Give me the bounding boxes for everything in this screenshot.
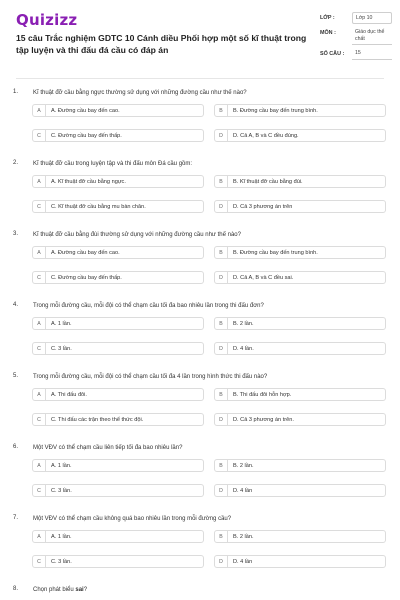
option-letter: B [215,317,228,330]
option-d[interactable] [214,484,386,497]
question-number: 1. [13,89,19,95]
question-6 [0,444,400,515]
meta-count [320,48,392,59]
option-letter: A [33,246,46,259]
option-text: A. Đường cầu bay đến cao. [51,107,120,114]
option-letter: A [33,175,46,188]
option-text: C. Đường cầu bay đến thấp. [51,274,122,281]
option-letter: C [33,200,46,213]
question-text-prefix: Chọn phát biểu [33,587,76,593]
option-letter: A [33,459,46,472]
question-text: Kĩ thuật đỡ cầu bằng đùi thường sử dụng với những đường cầu như thế nào? [33,232,241,238]
question-text: Kĩ thuật đỡ cầu bằng ngực thường sử dụng với những đường cầu như thế nào? [33,90,247,96]
option-text: C. 3 lần. [51,345,72,352]
question-3 [0,231,400,302]
option-letter: A [33,104,46,117]
option-d[interactable] [214,271,386,284]
option-text: D. Cả A, B và C đều đúng. [233,132,299,139]
option-letter: D [215,200,228,213]
option-letter: B [215,246,228,259]
meta-subject-value: Giáo dục thể chất [352,27,392,45]
option-text: A. Đường cầu bay đến cao. [51,249,120,256]
option-a[interactable] [32,104,204,117]
option-letter: D [215,555,228,568]
question-4 [0,302,400,373]
option-b[interactable] [214,530,386,543]
question-text: Trong mỗi đường cầu, mỗi đội có thể chạm cầu tối đa bao nhiêu lần trong thi đấu đơn? [33,303,264,309]
option-text: C. 3 lần. [51,558,72,565]
question-2 [0,160,400,231]
option-letter: B [215,459,228,472]
option-letter: C [33,271,46,284]
option-letter: C [33,342,46,355]
option-text: B. 2 lần. [233,533,254,540]
option-d[interactable] [214,129,386,142]
option-d[interactable] [214,413,386,426]
option-text: D. 4 lần. [233,345,254,352]
option-letter: A [33,317,46,330]
option-text: D. Cả 3 phương án trên. [233,416,294,423]
meta-class [320,12,392,24]
question-text: Một VĐV có thể chạm cầu liên tiếp tối đa bao nhiêu lần? [33,445,183,451]
question-list [0,89,400,600]
meta-subject-label: MÔN : [320,30,336,37]
option-letter: C [33,555,46,568]
option-b[interactable] [214,459,386,472]
option-text: A. Thi đấu đôi. [51,391,87,398]
option-letter: D [215,484,228,497]
option-text: B. Đường cầu bay đến trung bình. [233,107,318,114]
meta-count-value: 15 [352,48,392,59]
option-b[interactable] [214,175,386,188]
option-c[interactable] [32,129,204,142]
option-c[interactable] [32,413,204,426]
option-c[interactable] [32,271,204,284]
document-header [0,0,400,78]
option-letter: A [33,388,46,401]
question-number: 6. [13,444,19,450]
option-text: B. Đường cầu bay đến trung bình. [233,249,318,256]
option-text: D. Cả A, B và C đều sai. [233,274,294,281]
question-1 [0,89,400,160]
option-text: B. Kĩ thuật đỡ cầu bằng đùi. [233,178,303,185]
option-letter: C [33,129,46,142]
option-text: A. 1 lần. [51,533,72,540]
option-letter: B [215,530,228,543]
option-letter: C [33,484,46,497]
option-c[interactable] [32,342,204,355]
option-a[interactable] [32,459,204,472]
option-letter: A [33,530,46,543]
option-text: B. 2 lần. [233,320,254,327]
option-d[interactable] [214,342,386,355]
option-text: B. 2 lần. [233,462,254,469]
option-letter: B [215,388,228,401]
option-b[interactable] [214,246,386,259]
option-text: A. 1 lần. [51,320,72,327]
option-letter: D [215,413,228,426]
option-a[interactable] [32,317,204,330]
question-5 [0,373,400,444]
meta-count-label: SỐ CÂU : [320,51,345,58]
option-a[interactable] [32,175,204,188]
question-number: 7. [13,515,19,521]
option-text: C. 3 lần. [51,487,72,494]
option-text: D. 4 lần [233,487,253,494]
option-text: C. Đường cầu bay đến thấp. [51,132,122,139]
option-letter: B [215,175,228,188]
option-text: A. Kĩ thuật đỡ cầu bằng ngực. [51,178,126,185]
option-b[interactable] [214,104,386,117]
question-number: 4. [13,302,19,308]
option-c[interactable] [32,555,204,568]
question-text-suffix: ? [83,587,88,593]
option-letter: D [215,271,228,284]
option-text: A. 1 lần. [51,462,72,469]
option-text: C. Kĩ thuật đỡ cầu bằng mu bàn chân. [51,203,146,210]
option-letter: B [215,104,228,117]
option-c[interactable] [32,484,204,497]
option-b[interactable] [214,317,386,330]
option-text: B. Thi đấu đôi hỗn hợp. [233,391,292,398]
meta-class-label: LỚP : [320,15,335,21]
document-meta [320,12,392,63]
option-text: D. Cả 3 phương án trên [233,203,293,210]
question-number: 2. [13,160,19,166]
quizizz-logo: Quizizz [16,11,78,29]
question-number: 5. [13,373,19,379]
option-letter: C [33,413,46,426]
header-divider [16,78,384,79]
meta-subject [320,27,392,45]
question-7 [0,515,400,586]
option-text: D. 4 lần [233,558,253,565]
question-text-emphasis: sai [75,587,84,593]
option-a[interactable] [32,530,204,543]
meta-class-value: Lớp 10 [352,12,392,24]
question-text: Kĩ thuật đỡ cầu trong luyện tập và thi đấu môn Đá cầu gồm: [33,161,193,167]
question-number: 3. [13,231,19,237]
question-text [33,586,383,594]
option-a[interactable] [32,246,204,259]
option-c[interactable] [32,200,204,213]
option-a[interactable] [32,388,204,401]
option-letter: D [215,129,228,142]
document-title: 15 câu Trắc nghiệm GDTC 10 Cánh diều Phối hợp một số kĩ thuật trong tập luyện và thi đấu đá cầu có đáp án [16,33,307,55]
question-text: Trong mỗi đường cầu, mỗi đội có thể chạm cầu tối đa 4 lần trong hình thức thi đấu nào? [33,374,268,380]
option-b[interactable] [214,388,386,401]
option-text: C. Thi đấu các trận theo thể thức đội. [51,416,144,423]
option-d[interactable] [214,555,386,568]
option-d[interactable] [214,200,386,213]
question-text: Một VĐV có thể chạm cầu không quá bao nhiêu lần trong mỗi đường cầu? [33,516,232,522]
question-8 [0,586,400,600]
option-letter: D [215,342,228,355]
question-number: 8. [13,586,19,592]
